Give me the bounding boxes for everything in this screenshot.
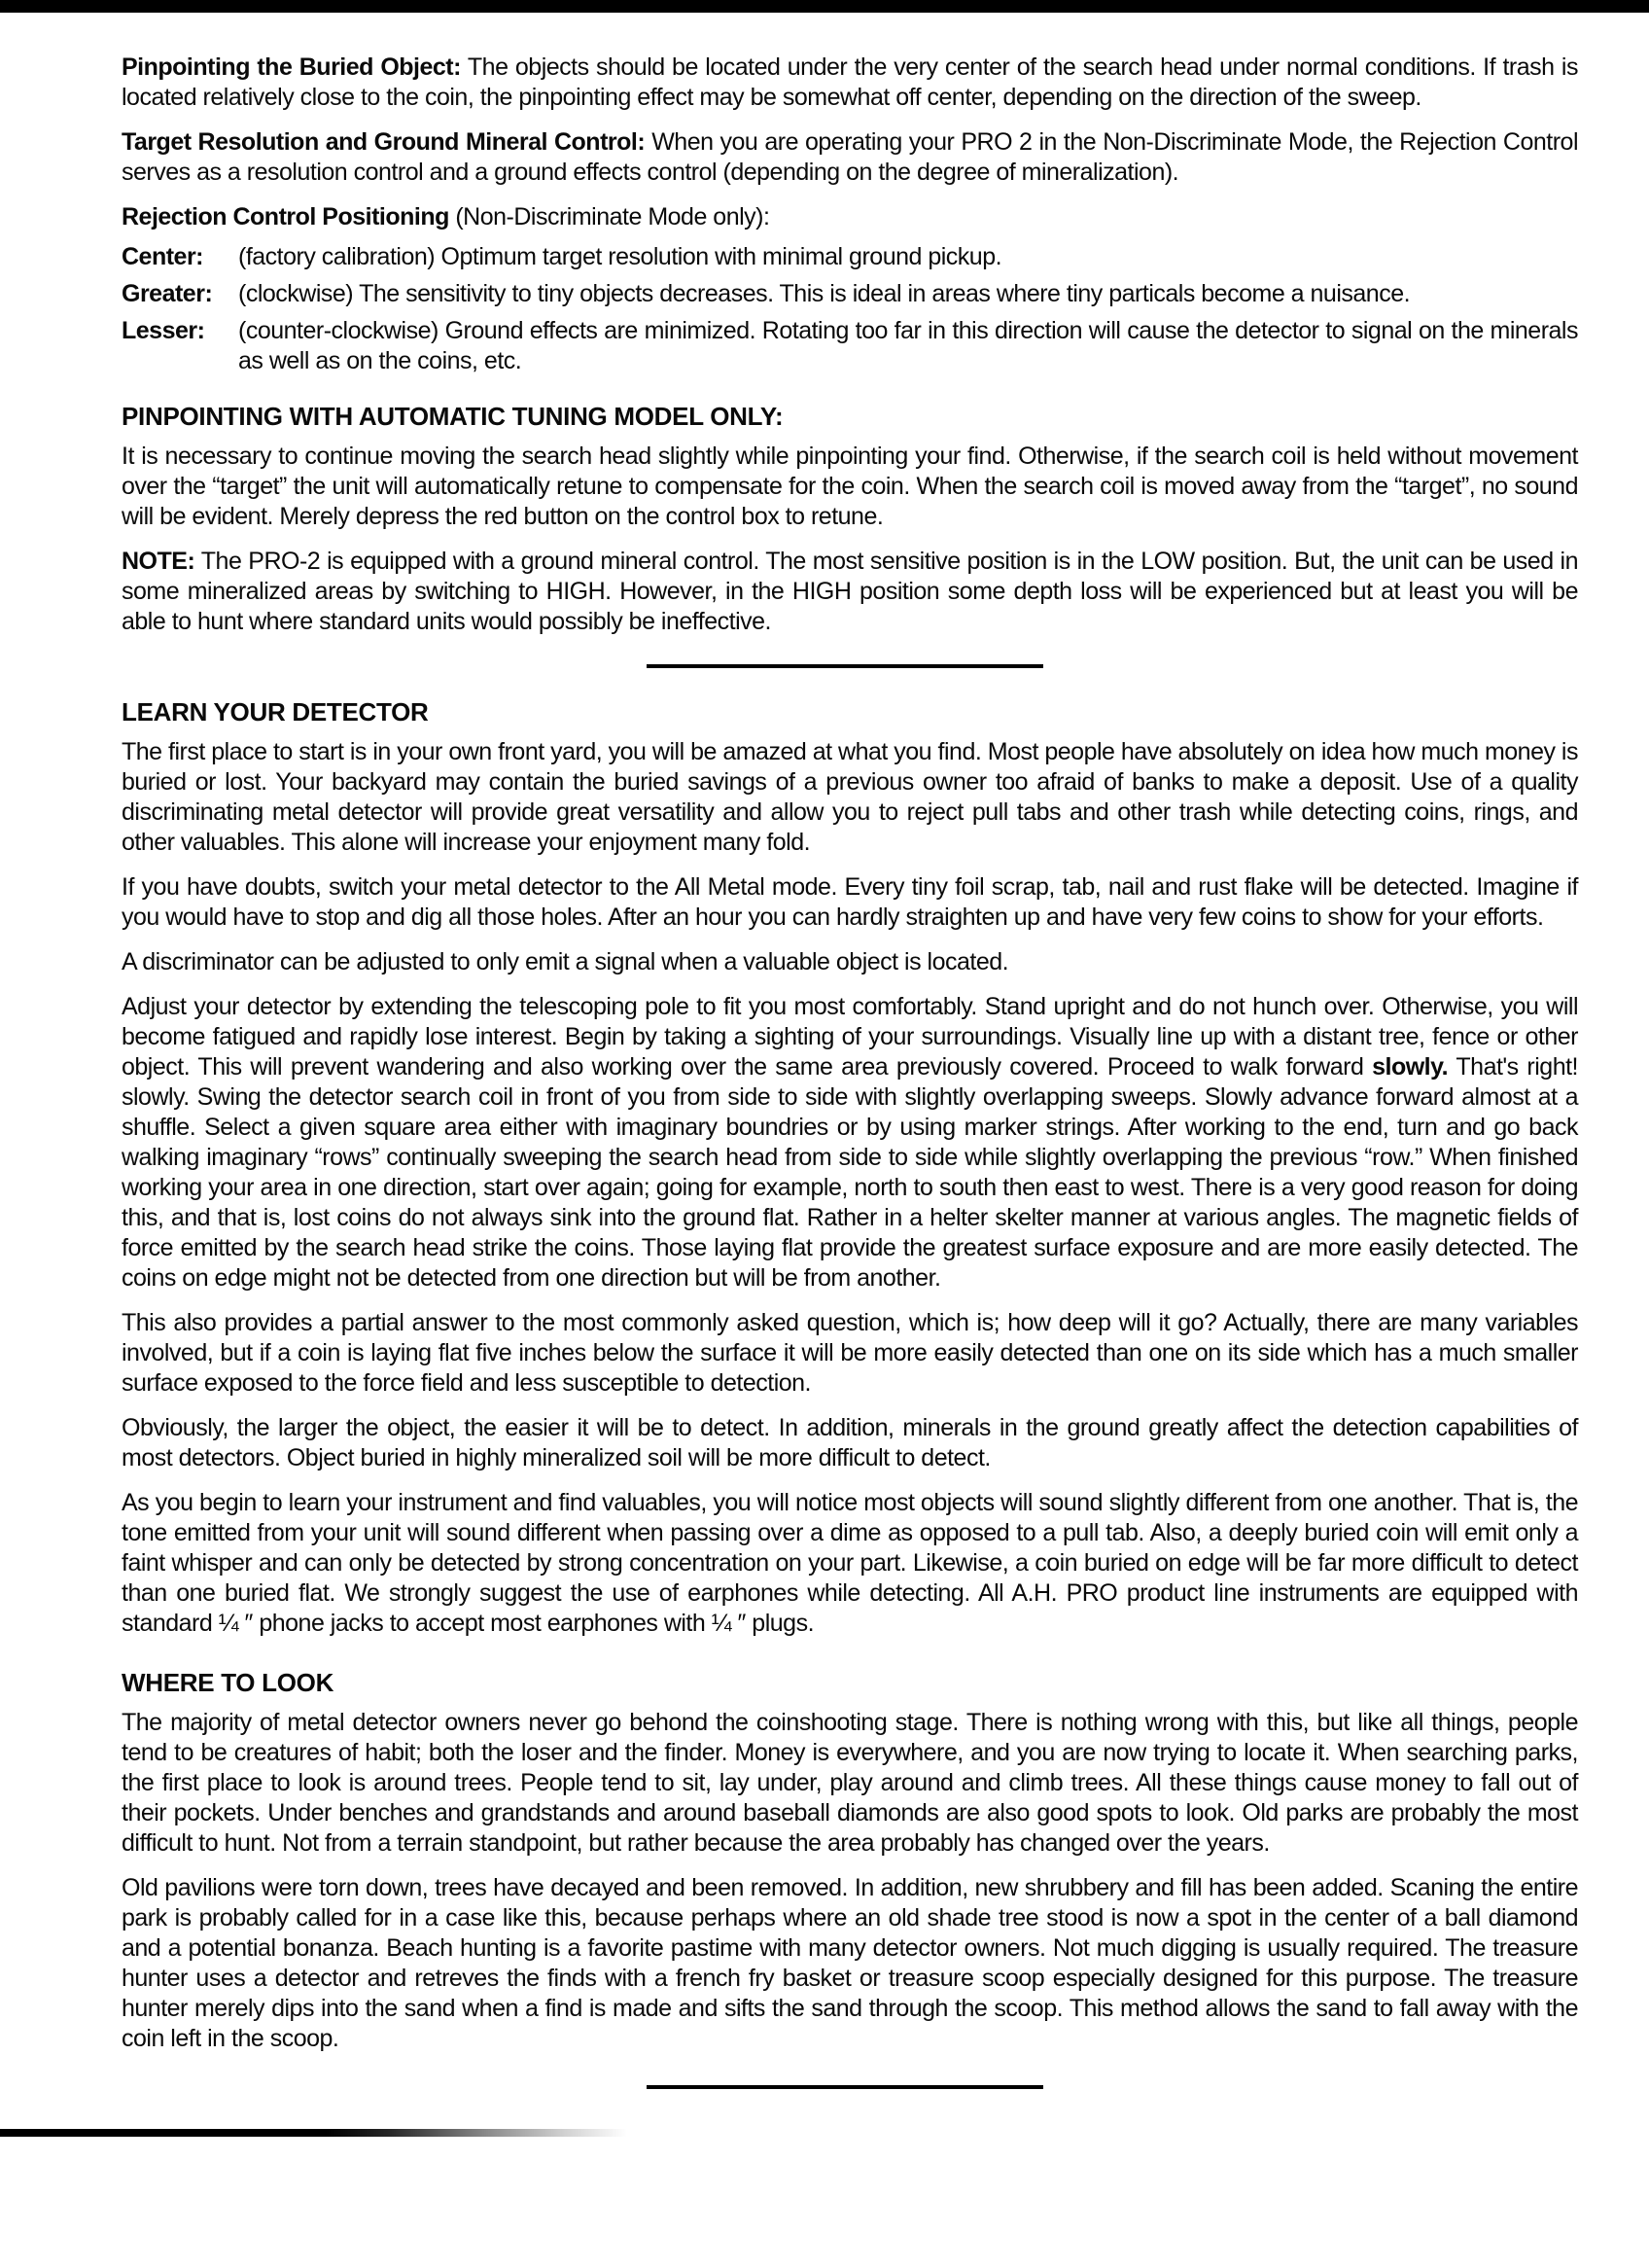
section-heading-learn-your-detector: LEARN YOUR DETECTOR: [122, 697, 429, 726]
paragraph: This also provides a partial answer to the most commonly asked question, which is; how deep will it go? Actually, there are many variables involved, but if a coin is laying flat five inches below the surface it will be more easily detected than one on its side which has a much smaller surface exposed to the force field and less susceptible to detection.: [122, 1309, 1578, 1397]
paragraph-text: (Non-Discriminate Mode only):: [455, 203, 770, 230]
paragraph-note: [122, 547, 1578, 637]
paragraph-pinpointing-body: It is necessary to continue moving the search head slightly while pinpointing your find. Otherwise, if the search coil is held without movement over the “target” the unit will automatically retune to compensate for the coin. When the search coil is moved away from the “target”, no sound will be evident. Merely depress the red button on the control box to retune.: [122, 443, 1578, 530]
definition-term: Greater:: [122, 280, 213, 307]
paragraph-lead: Rejection Control Positioning: [122, 203, 449, 230]
paragraph-adjust-detector: [122, 992, 1578, 1293]
paragraph-lead: NOTE:: [122, 548, 195, 575]
rejection-control-positioning-line: [122, 202, 1578, 232]
paragraph-text: The PRO-2 is equipped with a ground mineral control. The most sensitive position is in the LOW position. But, the unit can be used in some mineralized areas by switching to HIGH. However, in the HIGH position some depth loss will be experienced but at least you will be able to hunt where standard units would possibly be ineffective.: [122, 548, 1579, 635]
paragraph: If you have doubts, switch your metal detector to the All Metal mode. Every tiny foil scrap, tab, nail and rust flake will be detected. Imagine if you would have to stop and dig all those holes. After an hour you can hardly straighten up and have very few coins to show for your efforts.: [122, 873, 1578, 931]
paragraph-text: That's right! slowly. Swing the detector search coil in front of you from side to side with slightly overlapping sweeps. Slowly advance forward almost at a shuffle. Select a given square area either with imaginary boundries or by using marker strings. After working to the end, turn and go back walking imaginary “rows” continually sweeping the search head from side to side while slightly overlapping the previous “row.” When finished working your area in one direction, start over again; going for example, north to south then east to west. There is a very good reason for doing this, and that is, lost coins do not always sink into the ground flat. Rather in a helter skelter manner at various angles. The magnetic fields of force emitted by the search head strike the coins. Those laying flat provide the greatest surface exposure and are more easily detected. The coins on edge might not be detected from one direction but will be from another.: [122, 1053, 1578, 1292]
divider-rule: [647, 664, 1043, 668]
paragraph-text: The objects should be located under the very center of the search head under normal conditions. If trash is located relatively close to the coin, the pinpointing effect may be somewhat off center, depending on the direction of the sweep.: [122, 53, 1578, 111]
paragraph: The majority of metal detector owners never go behond the coinshooting stage. There is nothing wrong with this, but like all things, people tend to be creatures of habit; both the loser and the finder. Money is everywhere, and you are now trying to locate it. When searching parks, the first place to look is around trees. People tend to sit, lay under, play around and climb trees. All these things cause money to fall out of their pockets. Under benches and grandstands and around baseball diamonds are also good spots to look. Old parks are probably the most difficult to hunt. Not from a terrain standpoint, but rather because the area probably has changed over the years.: [122, 1709, 1578, 1857]
page-content: [122, 53, 1578, 2089]
paragraph-text: When you are operating your PRO 2 in the Non-Discriminate Mode, the Rejection Control serves as a resolution control and a ground effects control (depending on the degree of mineralization).: [122, 128, 1578, 186]
definition-desc: (clockwise) The sensitivity to tiny objects decreases. This is ideal in areas where tiny particals become a nuisance.: [238, 280, 1411, 307]
paragraph-text: Adjust your detector by extending the telescoping pole to fit you most comfortably. Stand upright and do not hunch over. Otherwise, you will become fatigued and rapidly lose interest. Begin by taking a sighting of your surroundings. Visually line up with a distant tree, fence or other object. This will prevent wandering and also working over the same area previously covered. Proceed to walk forward: [122, 993, 1578, 1081]
paragraph-lead: Target Resolution and Ground Mineral Control:: [122, 128, 646, 156]
section-heading-pinpointing: PINPOINTING WITH AUTOMATIC TUNING MODEL ONLY:: [122, 402, 784, 431]
paragraph-target-resolution: [122, 127, 1578, 188]
paragraph: The first place to start is in your own front yard, you will be amazed at what you find. Most people have absolutely on idea how much money is buried or lost. Your backyard may contain the buried savings of a previous owner too afraid of banks to make a deposit. Use of a quality discriminating metal detector will provide great versatility and allow you to reject pull tabs and other trash while detecting coins, rings, and other valuables. This alone will increase your enjoyment many fold.: [122, 738, 1578, 856]
definition-term: Center:: [122, 243, 204, 270]
definition-row-greater: [122, 279, 1578, 309]
paragraph-lead: Pinpointing the Buried Object:: [122, 53, 461, 81]
definition-row-center: [122, 242, 1578, 272]
definition-desc: (factory calibration) Optimum target resolution with minimal ground pickup.: [238, 243, 1002, 270]
paragraph: Obviously, the larger the object, the easier it will be to detect. In addition, minerals in the ground greatly affect the detection capabilities of most detectors. Object buried in highly mineralized soil will be more difficult to detect.: [122, 1414, 1578, 1471]
scan-artifact-top-bar: [0, 0, 1649, 13]
paragraph-pinpointing-object: [122, 53, 1578, 113]
definition-row-lesser: [122, 316, 1578, 376]
paragraph: Old pavilions were torn down, trees have decayed and been removed. In addition, new shrubbery and fill has been added. Scaning the entire park is probably called for in a case like this, because perhaps where an old shade tree stood is now a spot in the center of a ball diamond and a potential bonanza. Beach hunting is a favorite pastime with many detector owners. Not much digging is usually required. The treasure hunter uses a detector and retreves the finds with a french fry basket or treasure scoop especially designed for this purpose. The treasure hunter merely dips into the sand when a find is made and sifts the sand through the scoop. This method allows the sand to fall away with the coin left in the scoop.: [122, 1874, 1578, 2052]
definition-term: Lesser:: [122, 317, 205, 344]
paragraph: As you begin to learn your instrument and find valuables, you will notice most objects will sound slightly different from one another. That is, the tone emitted from your unit will sound different when passing over a dime as opposed to a pull tab. Also, a deeply buried coin will emit only a faint whisper and can only be detected by strong concentration on your part. Likewise, a coin buried on edge will be far more difficult to detect than one buried flat. We strongly suggest the use of earphones while detecting. All A.H. PRO product line instruments are equipped with standard ¼ ″ phone jacks to accept most earphones with ¼ ″ plugs.: [122, 1489, 1578, 1637]
paragraph: A discriminator can be adjusted to only emit a signal when a valuable object is located.: [122, 948, 1009, 975]
section-heading-where-to-look: WHERE TO LOOK: [122, 1668, 334, 1697]
definition-desc: (counter-clockwise) Ground effects are minimized. Rotating too far in this direction will cause the detector to signal on the minerals as well as on the coins, etc.: [238, 317, 1578, 374]
divider-rule: [647, 2085, 1043, 2089]
bold-word-slowly: slowly.: [1372, 1053, 1449, 1081]
scan-artifact-bottom-streak: [0, 2129, 627, 2137]
